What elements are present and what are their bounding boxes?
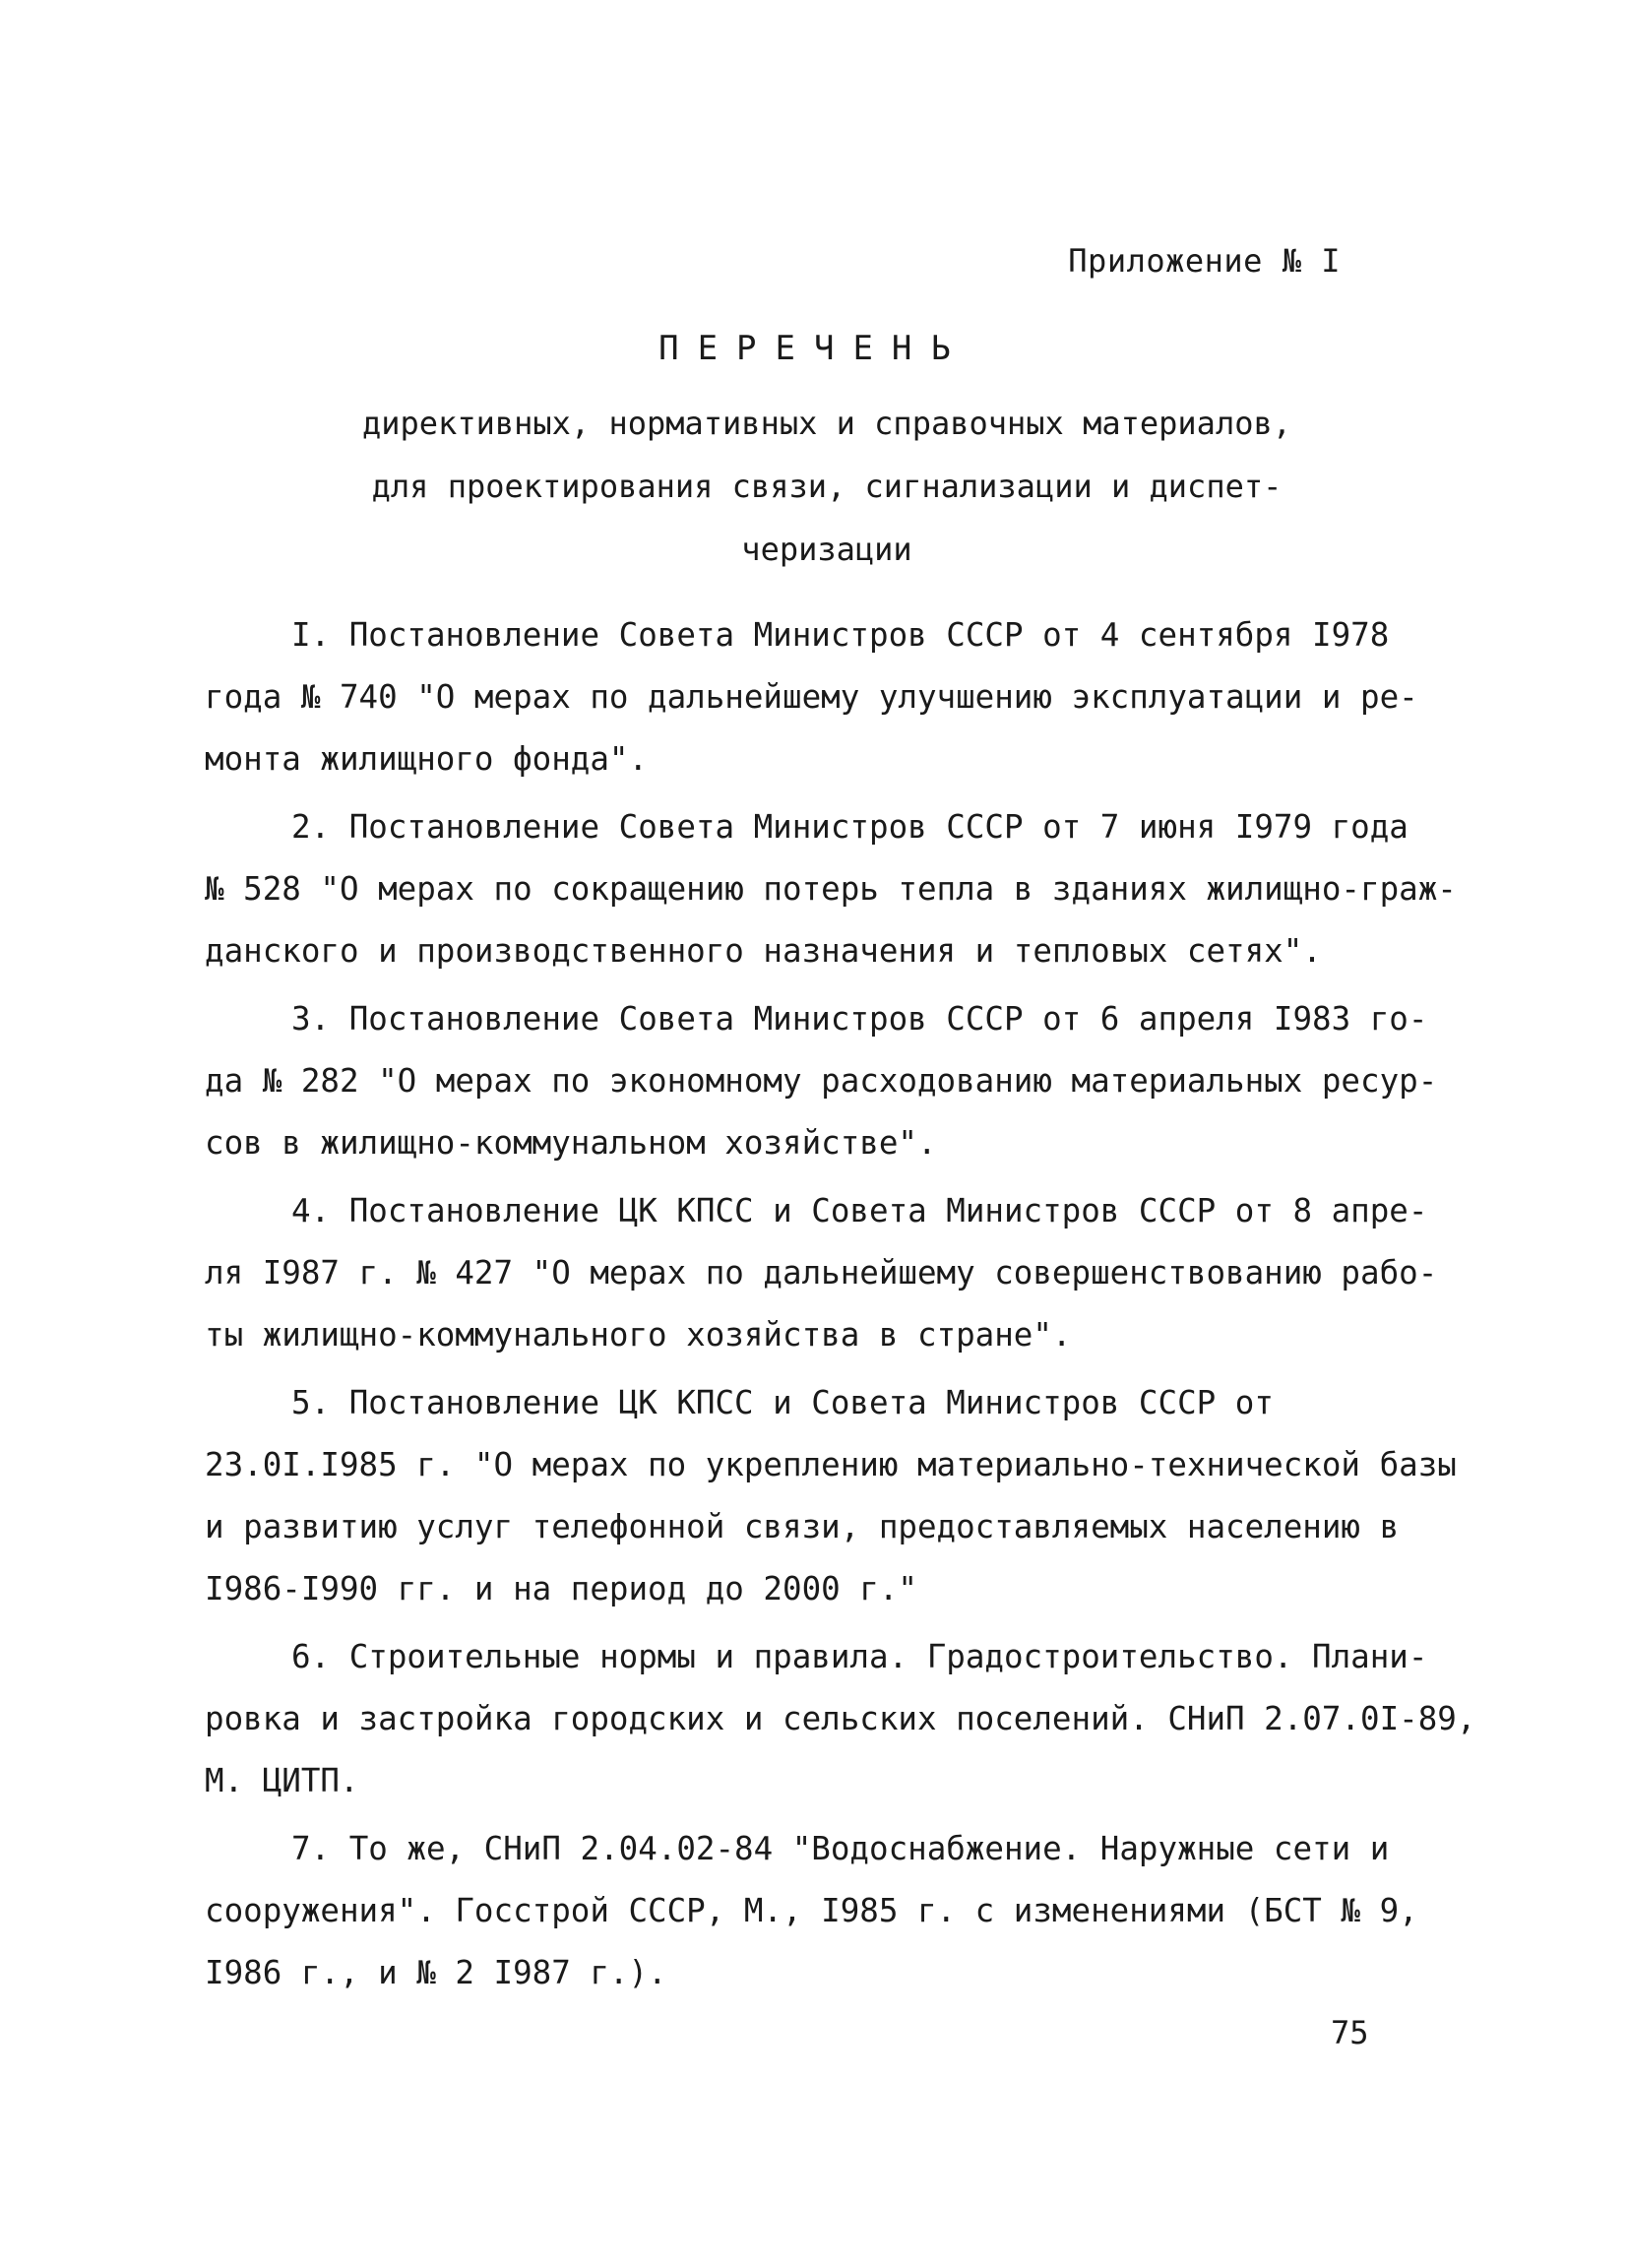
list-item: 5. Постановление ЦК КПСС и Совета Министров СССР от 23.0I.I985 г. "О мерах по укреплению материально-технической базы и развитию услуг телефонной связи, предоставляемых населению в I986-I990 гг. и на период до 2000 г." xyxy=(205,1384,1457,1607)
materials-list xyxy=(205,604,1484,2010)
page-number: 75 xyxy=(1331,2014,1369,2051)
subtitle-line: директивных, нормативных и справочных материалов, xyxy=(361,405,1291,442)
list-item: 7. То же, СНиП 2.04.02-84 "Водоснабжение. Наружные сети и сооружения". Госстрой СССР, М., I985 г. с изменениями (БСТ № 9, I986 г., и № 2 I987 г.). xyxy=(205,1830,1418,1991)
document-heading: ПЕРЕЧЕНЬ xyxy=(658,329,970,368)
subtitle-line: для проектирования связи, сигнализации и диспет- xyxy=(371,468,1283,505)
list-item: 3. Постановление Совета Министров СССР от 6 апреля I983 го- да № 282 "О мерах по экономному расходованию материальных ресур- сов в жилищно-коммунальном хозяйстве". xyxy=(205,1000,1438,1162)
appendix-label: Приложение № I xyxy=(1068,242,1341,280)
list-item: I. Постановление Совета Министров СССР от 4 сентября I978 года № 740 "О мерах по дальнейшему улучшению эксплуатации и ре- монта жилищного фонда". xyxy=(205,616,1418,778)
list-item: 2. Постановление Совета Министров СССР от 7 июня I979 года № 528 "О мерах по сокращению потерь тепла в зданиях жилищно-граж- данского и производственного назначения и тепловых сетях". xyxy=(205,808,1457,970)
list-item: 6. Строительные нормы и правила. Градостроительство. Плани- ровка и застройка городских и сельских поселений. СНиП 2.07.0I-89, М. ЦИТП. xyxy=(205,1638,1476,1799)
list-item: 4. Постановление ЦК КПСС и Совета Министров СССР от 8 апре- ля I987 г. № 427 "О мерах по дальнейшему совершенствованию рабо- ты жилищно-коммунального хозяйства в стране". xyxy=(205,1192,1438,1354)
subtitle-line: черизации xyxy=(741,531,912,568)
document-subtitle xyxy=(335,392,1319,581)
